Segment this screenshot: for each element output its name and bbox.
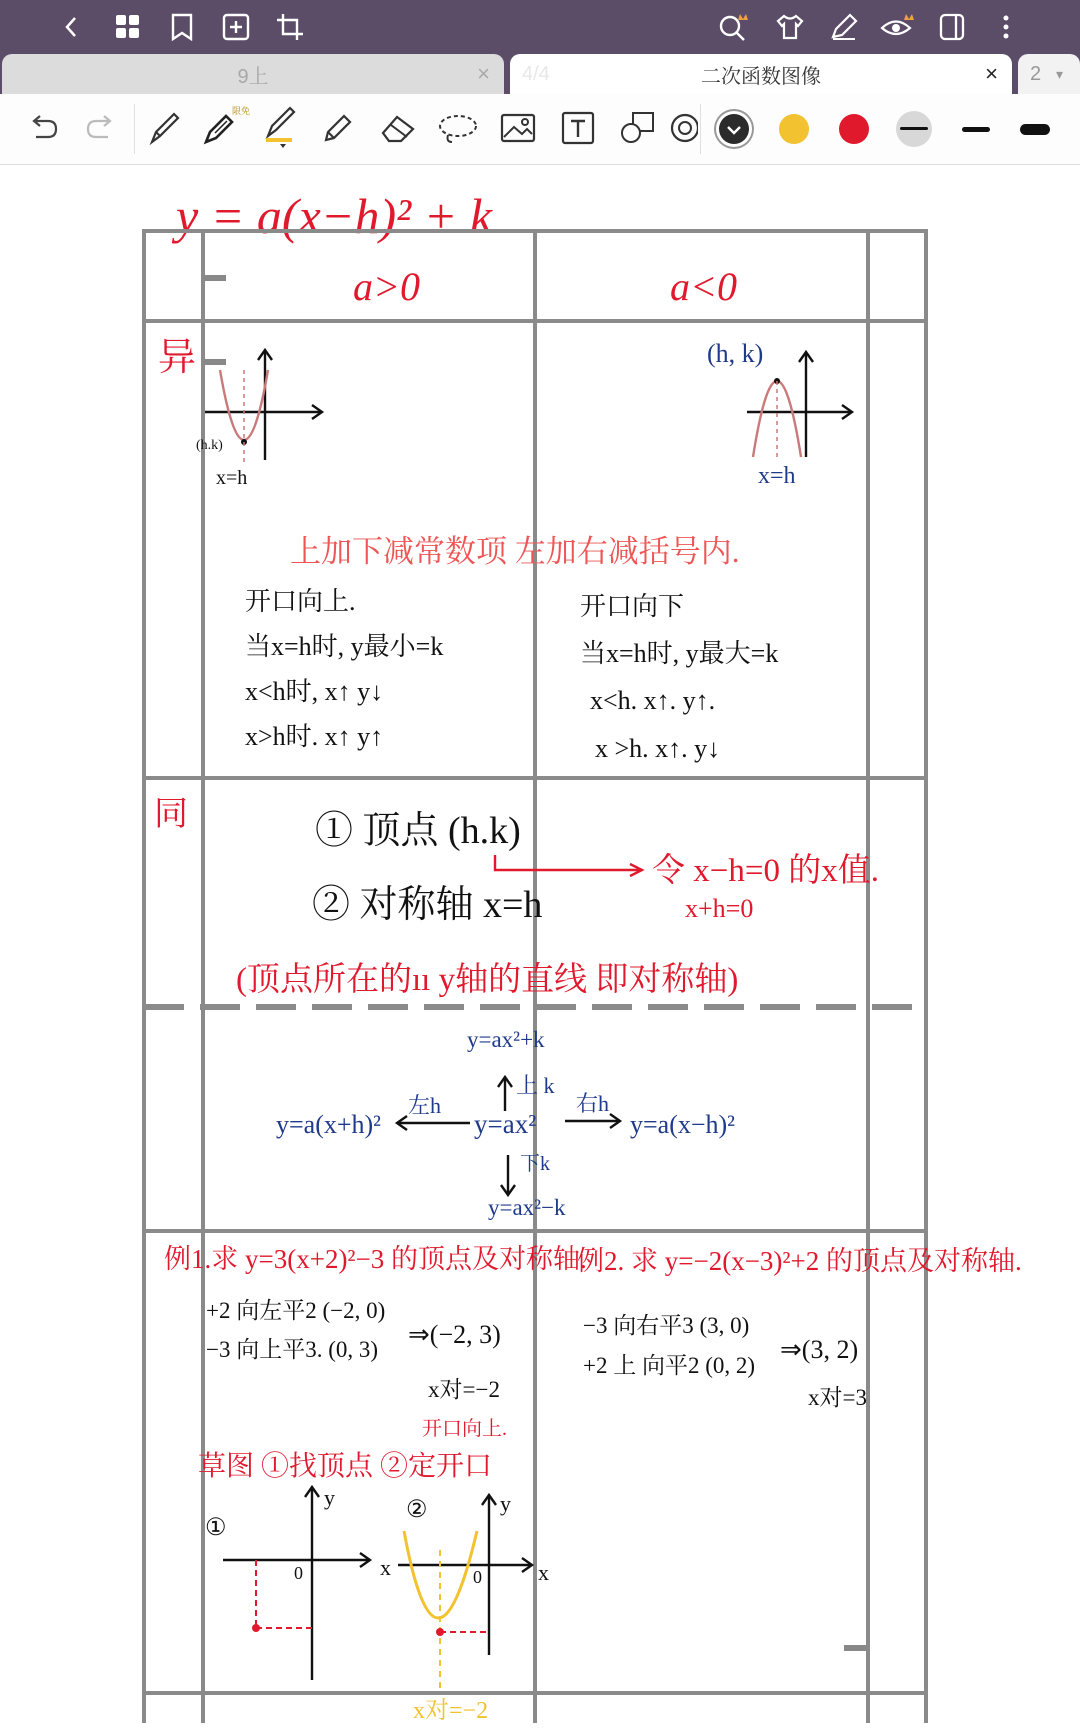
stroke-thick[interactable] — [1016, 114, 1056, 144]
note-title: y = a(x−h)² + k — [176, 188, 493, 244]
close-icon[interactable]: × — [477, 61, 490, 86]
axis-label: x=h — [216, 467, 248, 489]
image-icon[interactable] — [496, 106, 540, 150]
tape-icon[interactable] — [668, 106, 698, 150]
properties-a-positive — [245, 587, 443, 751]
color-swatch-red[interactable] — [839, 114, 869, 144]
highlighter-icon[interactable] — [316, 106, 360, 150]
svg-text:x对=−2: x对=−2 — [413, 1698, 489, 1723]
vertex-label: (h, k) — [707, 339, 764, 368]
shirt-icon[interactable] — [772, 9, 808, 45]
col-header-a-positive: a>0 — [353, 264, 420, 309]
svg-text:x<h. x↑. y↑.: x<h. x↑. y↑. — [590, 686, 716, 715]
svg-text:左h: 左h — [408, 1093, 442, 1118]
svg-text:⇒(3, 2): ⇒(3, 2) — [780, 1335, 859, 1364]
note-canvas[interactable] — [0, 165, 1080, 1723]
table-marker — [204, 359, 226, 365]
eye-icon[interactable] — [880, 9, 916, 45]
svg-text:x>h时. x↑ y↑: x>h时. x↑ y↑ — [245, 722, 384, 751]
toolbar-divider — [134, 104, 135, 154]
add-page-icon[interactable] — [218, 9, 254, 45]
svg-text:0: 0 — [473, 1567, 482, 1587]
graph-downward-parabola — [707, 339, 852, 489]
shapes-icon[interactable] — [616, 106, 660, 150]
free-badge: 限免 — [231, 106, 250, 116]
svg-text:⇒(−2, 3): ⇒(−2, 3) — [408, 1320, 501, 1349]
bookmark-icon[interactable] — [164, 9, 200, 45]
stroke-thin-selected[interactable] — [896, 111, 932, 147]
axis-property: ② 对称轴 x=h — [312, 884, 543, 926]
col-header-a-negative: a<0 — [670, 264, 737, 309]
example-2-solution — [583, 1313, 867, 1410]
svg-text:①: ① — [205, 1515, 227, 1541]
properties-a-negative — [580, 592, 778, 763]
example-1-open-direction: 开口向上. — [422, 1418, 507, 1440]
fountain-pen-icon[interactable] — [142, 106, 186, 150]
svg-text:−3 向右平3 (3, 0): −3 向右平3 (3, 0) — [583, 1313, 750, 1338]
example-1-title: 例1.求 y=3(x+2)²−3 的顶点及对称轴. — [164, 1244, 587, 1274]
handwritten-note — [0, 165, 1080, 1723]
tab-label: 二次函数图像 — [701, 65, 821, 88]
tab-page-indicator: 4/4 — [522, 62, 550, 85]
more-icon[interactable] — [988, 9, 1024, 45]
close-icon[interactable]: × — [985, 61, 998, 86]
tab-overflow-dropdown[interactable] — [1018, 54, 1080, 94]
row-label-different: 异 — [158, 337, 197, 379]
shift-rule-text: 上加下减常数项 左加右减括号内. — [290, 534, 740, 569]
svg-text:y=a(x−h)²: y=a(x−h)² — [630, 1110, 735, 1139]
pencil-icon[interactable] — [200, 106, 250, 150]
check-icon — [719, 114, 749, 144]
stroke-medium[interactable] — [958, 114, 994, 144]
app-top-bar — [0, 0, 1080, 54]
svg-text:x对=3: x对=3 — [808, 1385, 867, 1410]
svg-text:y=a(x+h)²: y=a(x+h)² — [276, 1110, 381, 1139]
redo-icon[interactable] — [78, 106, 122, 150]
svg-text:右h: 右h — [576, 1091, 610, 1116]
vertex-note: 令 x−h=0 的x值. — [652, 853, 879, 889]
color-swatch-black[interactable] — [719, 114, 749, 144]
svg-text:开口向上.: 开口向上. — [245, 587, 356, 616]
svg-text:当x=h时, y最大=k: 当x=h时, y最大=k — [580, 639, 779, 668]
vertex-property: ① 顶点 (h.k) — [315, 810, 521, 852]
svg-text:②: ② — [406, 1497, 428, 1523]
svg-text:−3 向上平3. (0, 3): −3 向上平3. (0, 3) — [206, 1337, 379, 1362]
sketch-graph-1 — [205, 1485, 391, 1680]
svg-text:x >h. x↑. y↓: x >h. x↑. y↓ — [595, 734, 721, 763]
svg-text:y: y — [500, 1491, 511, 1516]
vertex-arrow — [495, 855, 640, 870]
svg-text:y=ax²−k: y=ax²−k — [488, 1195, 566, 1220]
toolbar-divider — [700, 104, 701, 154]
svg-text:y=ax²: y=ax² — [474, 1109, 537, 1139]
drawing-toolbar — [0, 94, 1080, 165]
chevron-down-icon: ▾ — [1056, 65, 1064, 82]
svg-text:开口向下: 开口向下 — [580, 592, 685, 621]
color-swatch-yellow[interactable] — [779, 114, 809, 144]
eraser-icon[interactable] — [376, 106, 420, 150]
svg-text:当x=h时, y最小=k: 当x=h时, y最小=k — [245, 632, 444, 661]
undo-icon[interactable] — [22, 106, 66, 150]
svg-text:x<h时, x↑ y↓: x<h时, x↑ y↓ — [245, 677, 384, 706]
svg-text:+2 向左平2 (−2, 0): +2 向左平2 (−2, 0) — [206, 1298, 386, 1323]
svg-text:下k: 下k — [520, 1153, 550, 1175]
svg-text:0: 0 — [294, 1563, 303, 1583]
svg-text:x: x — [538, 1560, 549, 1585]
sidebar-icon[interactable] — [934, 9, 970, 45]
back-icon[interactable] — [54, 9, 90, 45]
svg-text:y=ax²+k: y=ax²+k — [467, 1027, 545, 1052]
crop-icon[interactable] — [272, 9, 308, 45]
svg-text:上 k: 上 k — [516, 1073, 555, 1098]
pen-edit-icon[interactable] — [826, 9, 862, 45]
shift-diagram — [276, 1027, 735, 1220]
svg-text:+2 上 向平2 (0, 2): +2 上 向平2 (0, 2) — [583, 1353, 756, 1378]
grid-icon[interactable] — [110, 9, 146, 45]
svg-text:y: y — [324, 1485, 335, 1510]
vertex-label: (h.k) — [196, 438, 223, 453]
brush-icon[interactable] — [258, 106, 302, 150]
text-icon[interactable] — [556, 106, 600, 150]
example-2-title: 例2. 求 y=−2(x−3)²+2 的顶点及对称轴. — [577, 1246, 1022, 1276]
sketch-title: 草图 ①找顶点 ②定开口 — [198, 1451, 493, 1482]
row-label-same: 同 — [154, 796, 188, 833]
tab-bar — [0, 54, 1080, 94]
svg-text:x对=−2: x对=−2 — [428, 1377, 500, 1402]
tab-label: 9上 — [237, 65, 269, 88]
svg-text:x: x — [380, 1555, 391, 1580]
vertex-note-alt: x+h=0 — [685, 894, 754, 923]
example-1-solution — [206, 1298, 501, 1402]
sketch-graph-2 — [398, 1491, 549, 1723]
axis-note: (顶点所在的ıı y轴的直线 即对称轴) — [236, 962, 739, 998]
table-marker — [204, 275, 226, 281]
tab-quadratic-graph[interactable] — [510, 54, 1012, 94]
graph-upward-parabola — [196, 350, 322, 489]
axis-label: x=h — [758, 463, 796, 489]
table-marker — [844, 1645, 866, 1651]
tab-count: 2 — [1030, 62, 1042, 85]
search-icon[interactable] — [716, 9, 752, 45]
lasso-icon[interactable] — [436, 106, 480, 150]
tab-9-shang[interactable] — [2, 54, 504, 94]
